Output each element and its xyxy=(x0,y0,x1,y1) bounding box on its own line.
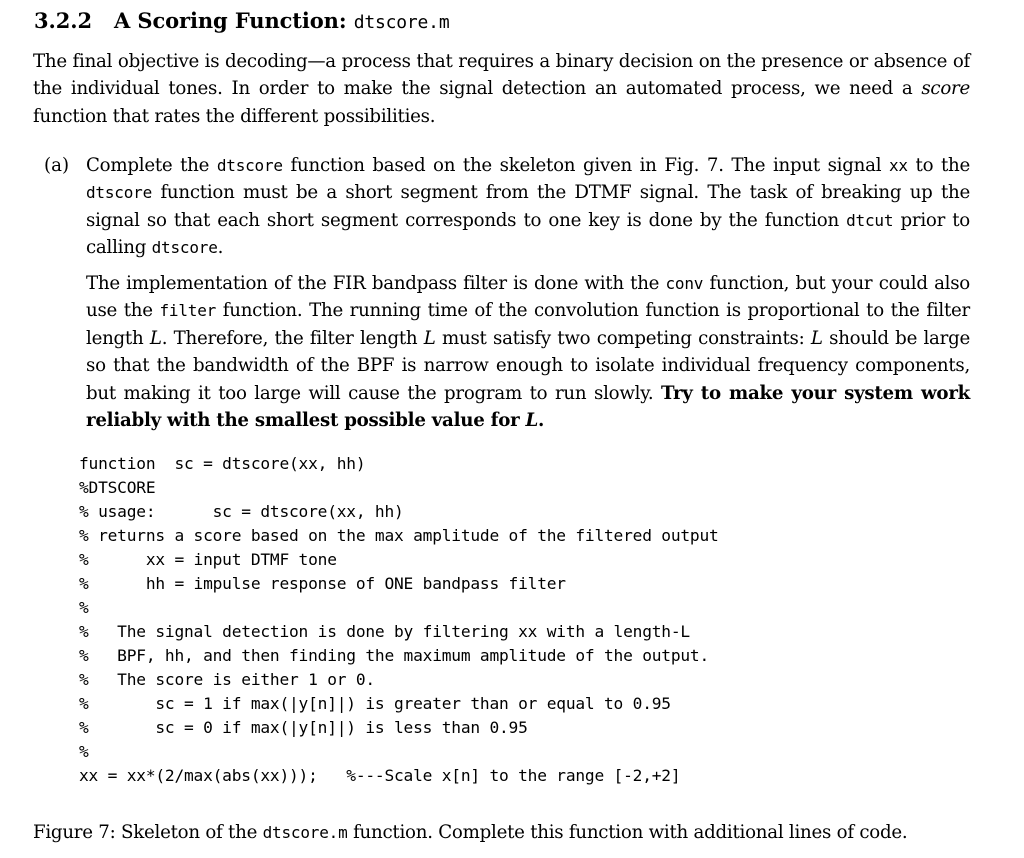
code-line: % xyxy=(79,742,89,761)
intro-text-1: The final objective is decoding—a process that requires a binary decision on the presence or absence of the individual tones. In order to make the signal detection an automated process, we need a xyxy=(33,51,970,100)
code-line: % xx = input DTMF tone xyxy=(79,550,337,569)
item-a-paragraph-2 xyxy=(86,270,970,434)
bold-instruction-end: . xyxy=(538,410,545,432)
p2-text: function must be a short segment from the DTMF signal. The task of breaking up the signal so that each short segment corresponds to one key is done by the function xyxy=(86,182,970,231)
code-line: % usage: sc = dtscore(xx, hh) xyxy=(79,502,404,521)
section-title-filename: dtscore.m xyxy=(353,12,450,33)
code-line: % sc = 1 if max(|y[n]|) is greater than or equal to 0.95 xyxy=(79,694,671,713)
inline-code: dtscore xyxy=(216,156,283,175)
section-number: 3.2.2 xyxy=(34,8,92,33)
p3-text: should be large so that the bandwidth of the BPF is narrow enough to isolate individual frequency components, but making it too large will cause the program to run slowly. xyxy=(86,327,970,404)
inline-code: xx xyxy=(888,156,908,175)
p2-text: function based on the skeleton given in Fig. 7. The input signal xyxy=(282,155,889,176)
item-a-label: (a) xyxy=(44,155,70,176)
p3-text: function. The running time of the convolution function is proportional to the filter length xyxy=(86,300,970,349)
code-line: % The signal detection is done by filtering xx with a length-L xyxy=(79,622,690,641)
code-line: % returns a score based on the max amplitude of the filtered output xyxy=(79,526,719,545)
p3-text: function, but your could also use the xyxy=(86,273,971,322)
p3-text: The implementation of the FIR bandpass filter is done with the xyxy=(86,273,666,294)
code-line: xx = xx*(2/max(abs(xx))); %---Scale x[n] to the range [-2,+2] xyxy=(79,766,681,785)
code-line: % sc = 0 if max(|y[n]|) is less than 0.95 xyxy=(79,718,528,737)
caption-text-2: function. Complete this function with additional lines of code. xyxy=(347,822,908,843)
section-heading xyxy=(34,8,449,33)
code-line: % hh = impulse response of ONE bandpass filter xyxy=(79,574,566,593)
code-line: %DTSCORE xyxy=(79,478,156,497)
inline-code: filter xyxy=(159,301,217,321)
p3-text: must satisfy two competing constraints: xyxy=(435,327,811,349)
math-L: L xyxy=(810,327,823,349)
intro-paragraph xyxy=(33,48,970,130)
inline-code: dtscore xyxy=(86,183,153,203)
item-a-paragraph-1 xyxy=(86,152,970,262)
math-L: L xyxy=(149,327,162,349)
code-line: function sc = dtscore(xx, hh) xyxy=(79,454,366,473)
math-L: L xyxy=(423,327,436,349)
math-L-bold: L xyxy=(525,410,539,432)
inline-code: dtcut xyxy=(846,210,894,230)
inline-code: dtscore xyxy=(151,238,218,258)
code-line: % xyxy=(79,598,89,617)
p3-text: . Therefore, the filter length xyxy=(161,327,424,349)
intro-score-word: score xyxy=(921,78,970,100)
p2-text: to the xyxy=(907,155,970,176)
code-line: % BPF, hh, and then finding the maximum amplitude of the output. xyxy=(79,646,710,665)
bold-instruction: Try to make your system work reliably with the smallest possible value for xyxy=(86,382,970,432)
caption-filename: dtscore.m xyxy=(262,823,348,842)
code-line: % The score is either 1 or 0. xyxy=(79,670,375,689)
p2-text: Complete the xyxy=(86,155,217,176)
caption-text-1: Figure 7: Skeleton of the xyxy=(33,822,263,843)
p2-text: prior to calling xyxy=(86,209,971,259)
section-title: A Scoring Function: xyxy=(113,8,354,33)
intro-text-2: function that rates the different possibilities. xyxy=(33,105,436,127)
inline-code: conv xyxy=(665,274,704,293)
code-listing xyxy=(79,452,719,788)
figure-caption xyxy=(33,819,907,846)
p2-text: . xyxy=(217,237,224,259)
